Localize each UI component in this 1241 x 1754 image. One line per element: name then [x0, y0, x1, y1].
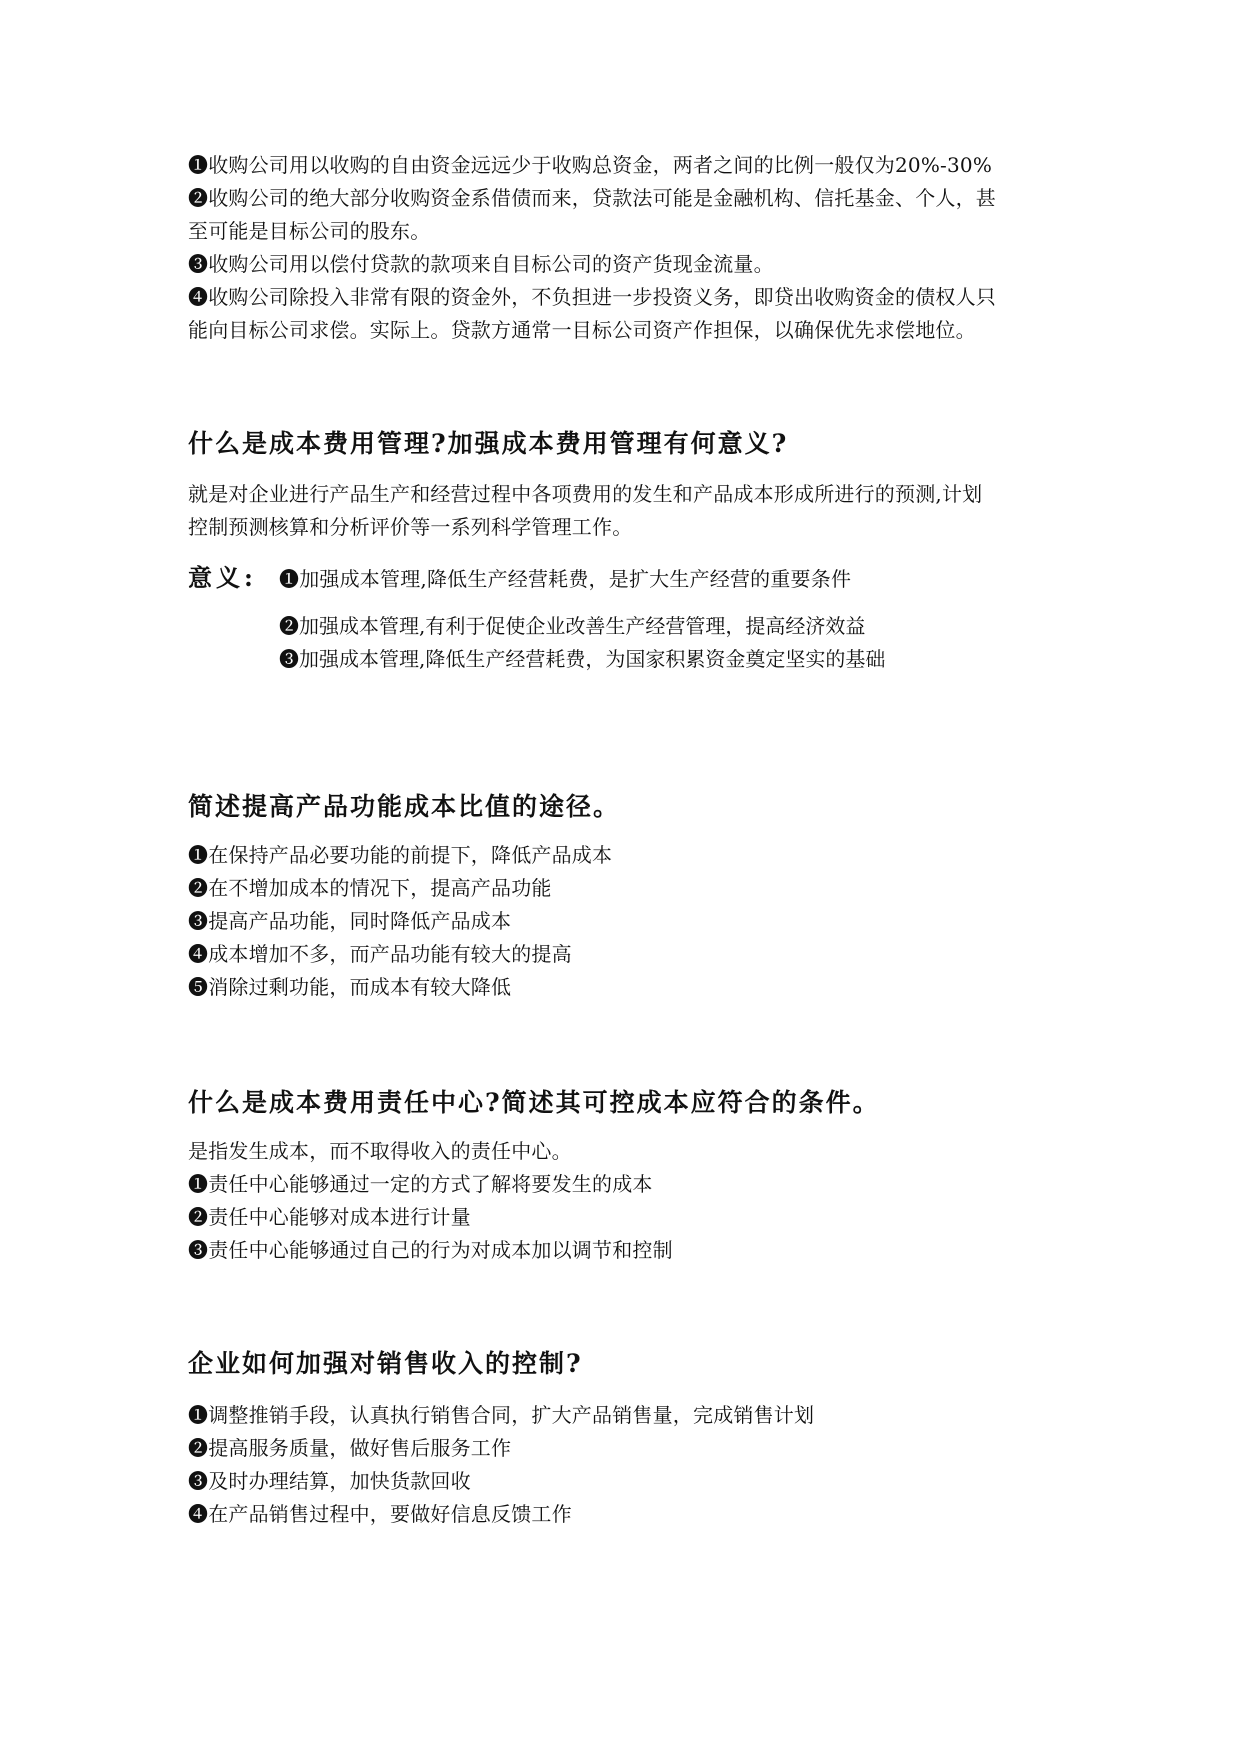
section-4-item-2: ❷提高服务质量，做好售后服务工作	[188, 1436, 512, 1460]
section-3-intro: 是指发生成本，而不取得收入的责任中心。	[188, 1139, 572, 1163]
section-3-item-3: ❸责任中心能够通过自己的行为对成本加以调节和控制	[188, 1238, 673, 1262]
intro-line-2: ❷收购公司的绝大部分收购资金系借债而来，贷款法可能是金融机构、信托基金、个人，甚	[188, 186, 996, 210]
meaning-item-1: ❶加强成本管理,降低生产经营耗费，是扩大生产经营的重要条件	[279, 567, 852, 591]
section-4-item-3: ❸及时办理结算，加快货款回收	[188, 1469, 471, 1493]
intro-line-5: ❹收购公司除投入非常有限的资金外，不负担进一步投资义务，即贷出收购资金的债权人只	[188, 285, 996, 309]
intro-line-1: ❶收购公司用以收购的自由资金远远少于收购总资金，两者之间的比例一般仅为20%-30%	[188, 153, 993, 177]
section-2-item-5: ❺消除过剩功能，而成本有较大降低	[188, 975, 512, 999]
section-3-item-1: ❶责任中心能够通过一定的方式了解将要发生的成本	[188, 1172, 653, 1196]
meaning-item-3: ❸加强成本管理,降低生产经营耗费，为国家积累资金奠定坚实的基础	[279, 647, 886, 671]
section-2-item-4: ❹成本增加不多，而产品功能有较大的提高	[188, 942, 572, 966]
section-1-body-line-2: 控制预测核算和分析评价等一系列科学管理工作。	[188, 515, 633, 539]
intro-line-3: 至可能是目标公司的股东。	[188, 219, 431, 243]
intro-line-4: ❸收购公司用以偿付贷款的款项来自目标公司的资产货现金流量。	[188, 252, 774, 276]
section-4-heading: 企业如何加强对销售收入的控制?	[188, 1349, 583, 1378]
section-4-item-4: ❹在产品销售过程中，要做好信息反馈工作	[188, 1502, 572, 1526]
section-2-item-3: ❸提高产品功能，同时降低产品成本	[188, 909, 512, 933]
section-2-item-1: ❶在保持产品必要功能的前提下，降低产品成本	[188, 843, 613, 867]
intro-line-6: 能向目标公司求偿。实际上。贷款方通常一目标公司资产作担保，以确保优先求偿地位。	[188, 318, 976, 342]
section-1-heading: 什么是成本费用管理?加强成本费用管理有何意义?	[188, 429, 789, 458]
section-4-item-1: ❶调整推销手段，认真执行销售合同，扩大产品销售量，完成销售计划	[188, 1403, 815, 1427]
section-2-heading: 简述提高产品功能成本比值的途径。	[188, 792, 621, 821]
meaning-label: 意义:	[188, 563, 257, 592]
section-2-item-2: ❷在不增加成本的情况下，提高产品功能	[188, 876, 552, 900]
section-3-heading: 什么是成本费用责任中心?简述其可控成本应符合的条件。	[188, 1088, 880, 1117]
meaning-item-2: ❷加强成本管理,有利于促使企业改善生产经营管理，提高经济效益	[279, 614, 866, 638]
section-1-body-line-1: 就是对企业进行产品生产和经营过程中各项费用的发生和产品成本形成所进行的预测,计划	[188, 482, 983, 506]
section-3-item-2: ❷责任中心能够对成本进行计量	[188, 1205, 471, 1229]
